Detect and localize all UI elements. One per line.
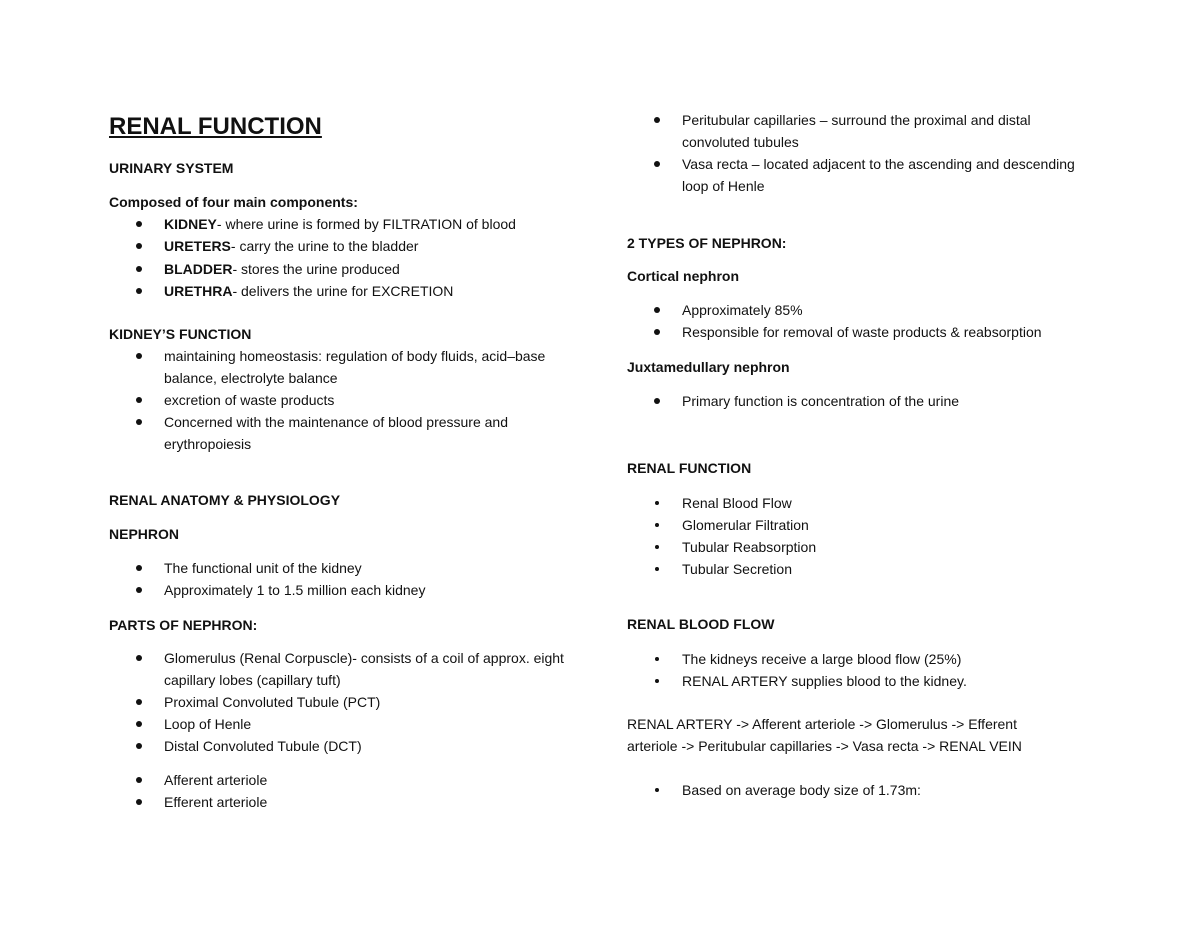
bullet-icon <box>136 353 142 359</box>
bullet-icon <box>136 397 142 403</box>
bullet-icon <box>136 587 142 593</box>
list-item: Glomerular Filtration <box>682 514 809 536</box>
list-item: Concerned with the maintenance of blood pressure and erythropoiesis <box>164 411 564 455</box>
bullet-icon <box>655 679 659 683</box>
list-item: URETHRA- delivers the urine for EXCRETION <box>164 280 453 302</box>
list-item: KIDNEY- where urine is formed by FILTRATION of blood <box>164 213 516 235</box>
list-item: The functional unit of the kidney <box>164 557 362 579</box>
list-item: Efferent arteriole <box>164 791 267 813</box>
bullet-icon <box>655 501 659 505</box>
list-item: Responsible for removal of waste products & reabsorption <box>682 321 1042 343</box>
bullet-icon <box>136 221 142 227</box>
list-item: Based on average body size of 1.73m: <box>682 779 921 801</box>
list-item: Renal Blood Flow <box>682 492 792 514</box>
bullet-icon <box>136 721 142 727</box>
bullet-icon <box>655 545 659 549</box>
blood-flow-heading: RENAL BLOOD FLOW <box>627 616 775 632</box>
types-heading: 2 TYPES OF NEPHRON: <box>627 235 787 251</box>
list-item: Distal Convoluted Tubule (DCT) <box>164 735 362 757</box>
bullet-icon <box>136 777 142 783</box>
pathway-line-2: arteriole -> Peritubular capillaries -> Vasa recta -> RENAL VEIN <box>627 738 1022 754</box>
parts-heading: PARTS OF NEPHRON: <box>109 617 258 633</box>
bullet-icon <box>136 655 142 661</box>
renal-function-heading: RENAL FUNCTION <box>627 460 752 476</box>
list-item: maintaining homeostasis: regulation of body fluids, acid–base balance, electrolyte balance <box>164 345 564 389</box>
bullet-icon <box>654 117 660 123</box>
bullet-icon <box>654 329 660 335</box>
list-item: excretion of waste products <box>164 389 334 411</box>
list-item: Tubular Reabsorption <box>682 536 816 558</box>
bullet-icon <box>655 788 659 792</box>
bullet-icon <box>136 419 142 425</box>
bullet-icon <box>655 657 659 661</box>
list-item: The kidneys receive a large blood flow (25%) <box>682 648 961 670</box>
list-item: BLADDER- stores the urine produced <box>164 258 400 280</box>
list-item: Tubular Secretion <box>682 558 792 580</box>
bullet-icon <box>654 307 660 313</box>
bullet-icon <box>136 699 142 705</box>
list-item: Approximately 1 to 1.5 million each kidney <box>164 579 425 601</box>
bullet-icon <box>136 288 142 294</box>
list-item: Glomerulus (Renal Corpuscle)- consists of a coil of approx. eight capillary lobes (capillary tuft) <box>164 647 564 691</box>
bullet-icon <box>136 266 142 272</box>
components-heading: Composed of four main components: <box>109 194 358 210</box>
list-item: Loop of Henle <box>164 713 251 735</box>
bullet-icon <box>136 565 142 571</box>
bullet-icon <box>654 161 660 167</box>
list-item: Approximately 85% <box>682 299 803 321</box>
list-item: RENAL ARTERY supplies blood to the kidney. <box>682 670 967 692</box>
list-item: Primary function is concentration of the urine <box>682 390 959 412</box>
bullet-icon <box>136 243 142 249</box>
pathway-line-1: RENAL ARTERY -> Afferent arteriole -> Glomerulus -> Efferent <box>627 716 1017 732</box>
bullet-icon <box>136 799 142 805</box>
urinary-system-heading: URINARY SYSTEM <box>109 160 234 176</box>
kidney-function-heading: KIDNEY’S FUNCTION <box>109 326 252 342</box>
list-item: Afferent arteriole <box>164 769 267 791</box>
list-item: Vasa recta – located adjacent to the ascending and descending loop of Henle <box>682 153 1082 197</box>
list-item: URETERS- carry the urine to the bladder <box>164 235 418 257</box>
nephron-heading: NEPHRON <box>109 526 180 542</box>
cortical-heading: Cortical nephron <box>627 268 740 284</box>
list-item: Proximal Convoluted Tubule (PCT) <box>164 691 380 713</box>
bullet-icon <box>655 567 659 571</box>
bullet-icon <box>655 523 659 527</box>
bullet-icon <box>654 398 660 404</box>
list-item: Peritubular capillaries – surround the proximal and distal convoluted tubules <box>682 109 1082 153</box>
bullet-icon <box>136 743 142 749</box>
anatomy-heading: RENAL ANATOMY & PHYSIOLOGY <box>109 492 341 508</box>
juxta-heading: Juxtamedullary nephron <box>627 359 790 375</box>
page-title: RENAL FUNCTION <box>109 113 322 140</box>
